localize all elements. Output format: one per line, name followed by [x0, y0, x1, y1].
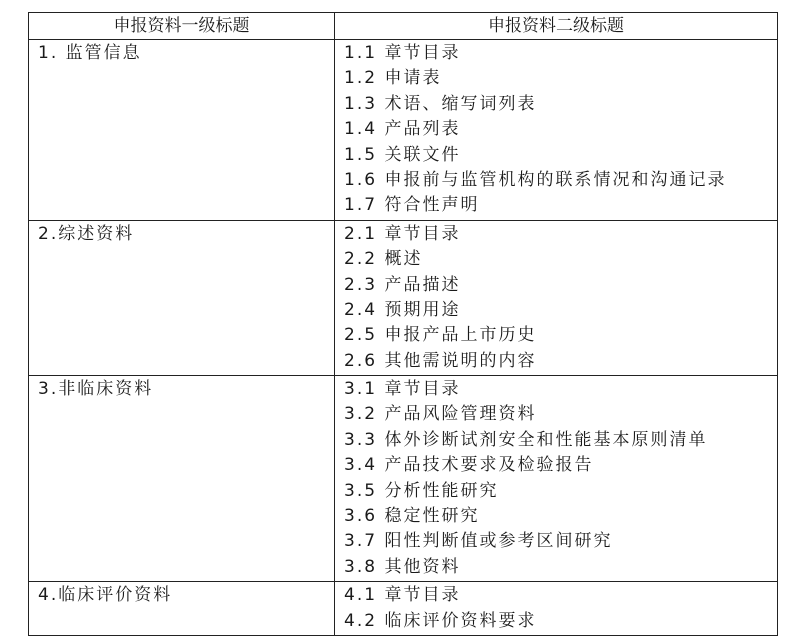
- header-level1: 申报资料一级标题: [29, 13, 335, 40]
- list-item: 3.2 产品风险管理资料: [344, 404, 537, 425]
- list-item: 1.4 产品列表: [344, 119, 461, 140]
- list-item: 2.4 预期用途: [344, 299, 461, 320]
- list-item: 3.8 其他资料: [344, 556, 461, 577]
- list-item: 1.7 符合性声明: [344, 195, 480, 216]
- section-title: 1. 监管信息: [29, 40, 335, 221]
- header-level2: 申报资料二级标题: [335, 13, 778, 40]
- list-item: 2.5 申报产品上市历史: [344, 325, 537, 346]
- list-item: 3.4 产品技术要求及检验报告: [344, 455, 594, 476]
- list-item: 3.5 分析性能研究: [344, 480, 499, 501]
- section-title: 2.综述资料: [29, 220, 335, 375]
- list-item: 1.2 申请表: [344, 68, 442, 89]
- list-item: 1.5 关联文件: [344, 144, 461, 165]
- section-title: 3.非临床资料: [29, 376, 335, 582]
- list-item: 3.3 体外诊断试剂安全和性能基本原则清单: [344, 429, 708, 450]
- section-items: [335, 582, 778, 636]
- list-item: 3.7 阳性判断值或参考区间研究: [344, 531, 613, 552]
- list-item: 2.6 其他需说明的内容: [344, 350, 537, 371]
- table-row: [29, 376, 778, 582]
- list-item: 2.3 产品描述: [344, 274, 461, 295]
- list-item: 4.2 临床评价资料要求: [344, 610, 537, 631]
- list-item: 3.1 章节目录: [344, 379, 461, 400]
- table-row: [29, 40, 778, 221]
- section-title: 4.临床评价资料: [29, 582, 335, 636]
- list-item: 3.6 稳定性研究: [344, 506, 480, 527]
- list-item: 2.2 概述: [344, 249, 423, 270]
- header-row: [29, 13, 778, 40]
- list-item: 4.1 章节目录: [344, 585, 461, 606]
- list-item: 1.1 章节目录: [344, 43, 461, 63]
- table-row: [29, 220, 778, 375]
- table-row: [29, 582, 778, 636]
- submission-materials-table: [28, 12, 778, 636]
- section-items: [335, 220, 778, 375]
- list-item: 2.1 章节目录: [344, 223, 461, 244]
- list-item: 1.3 术语、缩写词列表: [344, 93, 537, 114]
- section-items: [335, 376, 778, 582]
- section-items: [335, 40, 778, 221]
- list-item: 1.6 申报前与监管机构的联系情况和沟通记录: [344, 169, 727, 190]
